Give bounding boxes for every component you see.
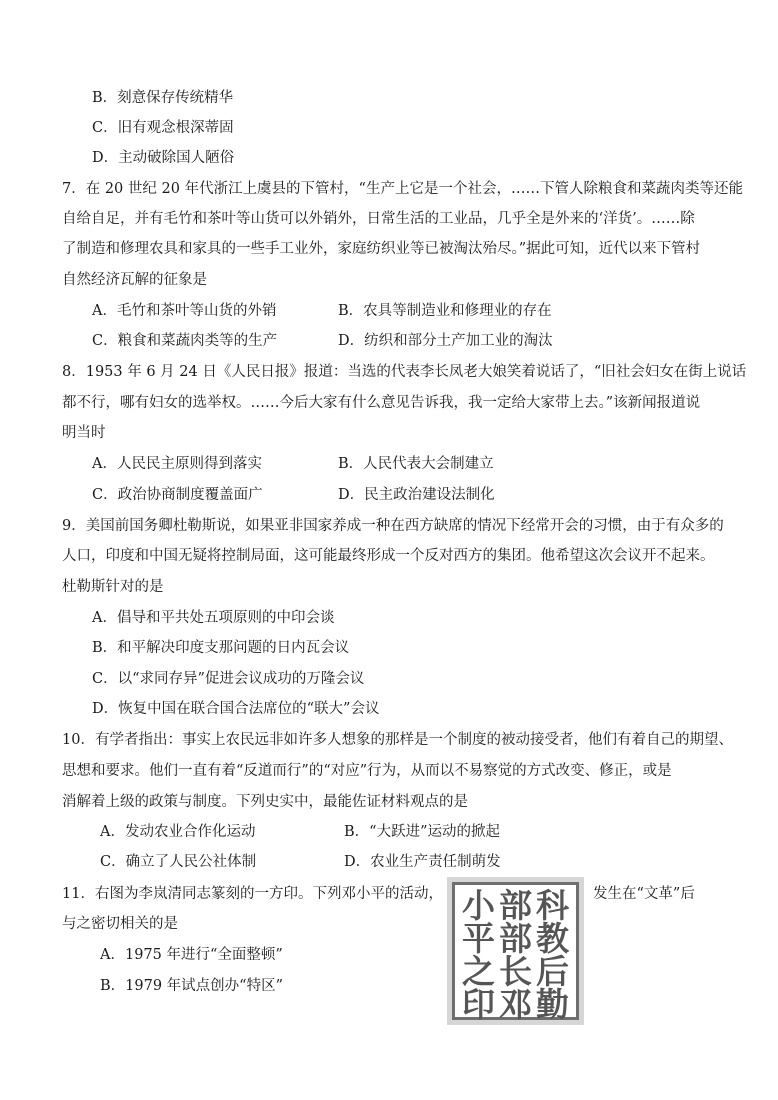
text-line-l6: 了制造和修理农具和家具的一些手工业外，家庭纺织业等已被淘汰殆尽。”据此可知，近代以来下管村 [62, 241, 701, 257]
text-line-l25: D．恢复中国在联合国合法席位的“联大”会议 [92, 701, 380, 717]
text-line-l16: B．人民代表大会制建立 [338, 456, 494, 472]
text-line-l22: A．倡导和平共处五项原则的中印会谈 [92, 610, 335, 626]
text-line-l2: C．旧有观念根深蒂固 [92, 120, 234, 136]
text-line-l4: 7．在 20 世纪 20 年代浙江上虞县的下管村，“生产上它是一个社会，……下管人除粮食和菜蔬肉类等还能 [62, 181, 743, 197]
text-line-l31: C．确立了人民公社体制 [100, 854, 257, 870]
text-line-l10: C．粮食和菜蔬肉类等的生产 [92, 333, 278, 349]
seal-characters [460, 886, 571, 1024]
text-line-l35: 与之密切相关的是 [62, 916, 178, 932]
text-line-l36: A．1975 年进行“全面整顿” [100, 947, 283, 963]
text-line-l28: 消解着上级的政策与制度。下列史实中，最能佐证材料观点的是 [62, 794, 468, 810]
seal-char: 勤 [536, 985, 569, 1024]
text-line-l14: 明当时 [62, 425, 106, 441]
seal-char: 部 [499, 919, 532, 958]
text-line-l20: 人口，印度和中国无疑将控制局面，这可能最终形成一个反对西方的集团。他希望这次会议开不起来。 [62, 548, 715, 564]
text-line-l9: B．农具等制造业和修理业的存在 [338, 303, 552, 319]
seal-char: 印 [462, 985, 495, 1024]
seal-char: 邓 [499, 985, 532, 1024]
text-line-l5: 自给自足，并有毛竹和茶叶等山货可以外销外，日常生活的工业品，几乎全是外来的‘洋货’。……除 [62, 211, 695, 227]
text-line-l3: D．主动破除国人陋俗 [92, 150, 235, 166]
text-line-l30: B．“大跃进”运动的掀起 [344, 824, 500, 840]
seal-frame [452, 882, 579, 1024]
text-line-l37: B．1979 年试点创办“特区” [100, 978, 283, 994]
text-line-l13: 都不行，哪有妇女的选举权。……今后大家有什么意见告诉我，我一定给大家带上去。”该新闻报道说 [62, 395, 701, 411]
text-line-l12: 8．1953 年 6 月 24 日《人民日报》报道：当选的代表李长凤老大娘笑着说话了，“旧社会妇女在街上说话 [62, 364, 747, 380]
text-line-l21: 杜勒斯针对的是 [62, 579, 164, 595]
seal-char: 后 [536, 952, 569, 991]
text-line-l23: B．和平解决印度支那问题的日内瓦会议 [92, 640, 350, 656]
seal-char: 教 [536, 919, 569, 958]
seal-char: 科 [536, 886, 569, 925]
text-line-l34: 发生在“文革”后 [593, 886, 695, 902]
seal-char: 长 [499, 952, 532, 991]
text-line-l24: C．以“求同存异”促进会议成功的万隆会议 [92, 671, 365, 687]
text-line-l1: B．刻意保存传统精华 [92, 90, 234, 106]
text-line-l32: D．农业生产责任制萌发 [344, 854, 501, 870]
text-line-l33: 11．右图为李岚清同志篆刻的一方印。下列邓小平的活动， [62, 886, 443, 902]
seal-char: 部 [499, 886, 532, 925]
text-line-l17: C．政治协商制度覆盖面广 [92, 487, 263, 503]
text-line-l18: D．民主政治建设法制化 [338, 487, 495, 503]
seal-char: 平 [462, 919, 495, 958]
seal-char: 小 [462, 886, 495, 925]
text-line-l7: 自然经济瓦解的征象是 [62, 272, 207, 288]
text-line-l15: A．人民民主原则得到落实 [92, 456, 262, 472]
seal-image [447, 877, 584, 1025]
text-line-l26: 10．有学者指出：事实上农民远非如许多人想象的那样是一个制度的被动接受者，他们有着自己的期望、 [62, 732, 733, 748]
seal-char: 之 [462, 952, 495, 991]
text-line-l27: 思想和要求。他们一直有着“反道而行”的“对应”行为，从而以不易察觉的方式改变、修正，或是 [62, 763, 672, 779]
text-line-l8: A．毛竹和茶叶等山货的外销 [92, 303, 277, 319]
text-line-l11: D．纺织和部分土产加工业的淘汰 [338, 333, 553, 349]
text-line-l19: 9．美国前国务卿杜勒斯说，如果亚非国家养成一种在西方缺席的情况下经常开会的习惯，由于有众多的 [62, 518, 724, 534]
text-line-l29: A．发动农业合作化运动 [100, 824, 256, 840]
